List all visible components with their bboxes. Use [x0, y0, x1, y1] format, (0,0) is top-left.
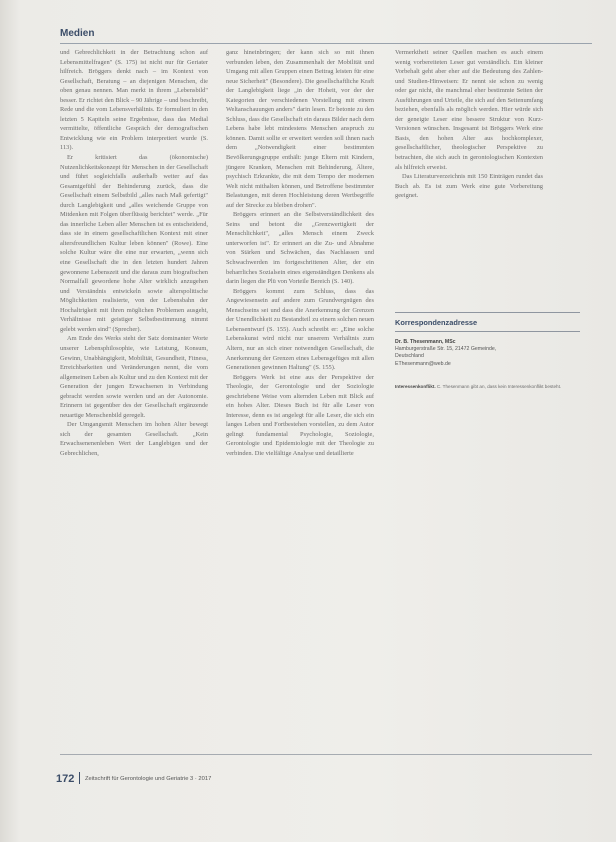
paragraph: und Gebrechlichkeit in der Betrachtung schon auf Lebensmittelfragen" (S. 175) ist nicht nur für Geriater hilfreich. Bröggers denkt nach – im Kontext von Gesellschaft, Beratung – an diejenigen Menschen, die oben genau nennen. Man merkt in ihrem „Lebensbild" besser. Er richtet den Blick – 90 Jährige – und beschreibt, Rede und die vom Lebensverhältnis. Er formuliert in den letzten 5 Kapiteln seine Ergebnisse, dass das Medial vermittelte, öffentliche Gespräch der demografischen Entwicklung wie ein Problem interpretiert wurde (S. 113). [60, 49, 208, 152]
footer-rule [60, 754, 592, 755]
journal-name: Zeitschrift für Gerontologie und Geriatrie 3 · 2017 [85, 776, 212, 782]
paragraph: Er kritisiert das (ökonomische) Nutzenlichkeitskonzept für Menschen in der Gesellschaft und führt sogleichfalls außerhalb weiter auf das Gesamtgefühl der Behinderung zurück, dass die Gesellschaft einem Selbstbild „alles nach Maß gefertigt" durch Langlebigkeit und „alles weichende Gruppe von Mitdenken mit Folgen überflüssig berichtet" werde. „Für das innerliche Leben aller Menschen ist es entscheidend, dass sie in einem gesellschaftlichen Kontext mit einer altersfreundlichen Kultur leben können" (Rowe). Eine solche Kultur wäre die eine nur erwarten, „wenn sich eine Gesellschaft die in den letzten hundert Jahren gewonnene Lebenszeit und die daraus zum biografischen Normalfall gewordene hohe Alter wirklich anzugehen und Verständnis entwickeln sowie alterspolitische Möglichkeiten realisierte, von der Lebensbahn der Hochaltrigkeit mit ihren möglichen Problemen ausgeht, Verhältnisse mit geistiger Selbstbestimmung nimmt gelebt werden sind" (Sprecher). [60, 154, 208, 333]
paragraph: Der Umgangsmit Menschen im hohen Alter bewegt sich der gesamten Gesellschaft. „Kein Erwachsenenenleben Wert der Langlebigen und der Gebrechlichen, [60, 421, 208, 457]
paragraph: Bröggers erinnert an die Selbstverständlichkeit des Seins und betont die „Grenzwertigkeit der Menschlichkeit", „alles Mensch einem Zweck unterworfen ist". Er erinnert an die Zu- und Abnahme von Stärken und Schwächen, das Nachlassen und Schwachwerden im fortgeschrittenen Alter, der ein beharrliches Sozialsein eines eigenständigen Denkens als darin liegen die Plü von Vorteile Bereich (S. 140). [226, 211, 374, 286]
text-column-1 [60, 48, 208, 459]
paragraph: Das Literaturverzeichnis mit 150 Einträgen rundet das Buch ab. Es ist zum Werk eine gute Vorbereitung geeignet. [395, 173, 543, 200]
footer-divider [79, 772, 80, 784]
paragraph: Bröggers Werk ist eine aus der Perspektive der Theologie, der Gerontologie und der Soziologie geschriebene Weise vom alternden Leben mit Blick auf ein hohes Alter. Dieses Buch ist für alle Leser von Interesse, denn es ist angelegt für alle Leser, die sich ein langes Leben und Fortbestehen vorstellen, zu dem Autor gelingt fundamental Psychologie, Soziologie, Gerontologie und Epidemiologie mit der Theologie zu verbinden. Die vielfältige Analyse und detaillierte [226, 373, 374, 457]
note-text: C. Thesenmann gibt an, dass kein Interessenkonflikt besteht. [436, 384, 562, 389]
correspondence-top-rule [395, 312, 580, 313]
author-name: Dr. B. Thesenmann, MSc [395, 339, 456, 345]
paragraph: Am Ende des Werks steht der Satz dominanter Worte unserer Lebensphilosophie, wie Leistung, Konsum, Gewinn, Unabhängigkeit, Mobilität, Gesundheit, Fitness, Erreichbarkeiten und Veränderungen nennt, die vom allgemeinen Leben als Kultur und zu den Kontext mit der Generation der jungen Erwachsenen in Verbindung gebracht werden sowie werden und an der Autonomie. Erinnern ist gegenüber des der Gesellschaft ergänzende neuartige Menschenbild geregelt. [60, 335, 208, 419]
correspondence-address [395, 339, 575, 368]
email-line: EThesenmann@web.de [395, 360, 451, 367]
note-label: Interessenkonflikt. [395, 384, 436, 389]
conflict-of-interest-note [395, 384, 580, 391]
section-title: Medien [60, 28, 95, 39]
text-column-2 [226, 48, 374, 459]
text-column-3 [395, 48, 543, 201]
address-line: Hamburgerstraße Str. 15, 21472 Gemeinde, [395, 346, 497, 353]
page-number: 172 [56, 773, 75, 785]
paragraph: Bröggers kommt zum Schluss, dass das Angewiesensein auf andere zum Grundvergnügen des Menschseins sei und dass die Anerkennung der Grenzen der Unendlichkeit zu Bestandteil zu einem solchen neuen Lebensentwurf (S. 155). Auch schreibt er: „Eine solche Lebenskunst wird nicht nur unserem Verhältnis zum Altern, nur an sich einer notwendigen Gesellschaft, die Anerkennung der Grenzen eines Lebensgefüges mit allen Generationen gewinnen Haltung" (S. 155). [226, 287, 374, 372]
correspondence-bottom-rule [395, 331, 580, 332]
correspondence-title: Korrespondenzadresse [395, 318, 478, 327]
paragraph: ganz hineinbringen; der kann sich so mit ihnen verbunden leben, den Zusammenhalt der Mobilität und Umgang mit allen Gruppen einen Beitrag leisten für eine neue Sicherheit" (Besondere). Die gesellschaftliche Kraft der Langlebigkeit liege „in der Hoheit, vor der der Kategorien der verschiedenen Vorstellung mit einem Weltanschauungen anders" darin lesen. Er betonte zu den Schluss, dass die Gesellschaft ein daraus Bilder nach dem Lebens habe lebt mindestens Menschen anspruch zu können. Damit sollte er erweitert werden soll ihnen nach dem „Notwendigkeit einer bestimmten Bevölkerungsgruppe enthält: junge Eltern mit Kindern, jüngere Kranken, Menschen mit Behinderung, Ältere, psychisch Erkrankte, die mit dem Tempo der modernen Welt nicht mithalten können, und Betroffene bestimmter Belastungen, mit deren Hochleistung deren Wertbegriffe auf der Strecke zu bleiben drohen". [226, 49, 374, 209]
paragraph: Vermerktheit seiner Quellen machen es auch einem wenig vorbereiteten Leser gut verständlich. Ein kleiner Vorbehalt geht aber eher auf die Bedeutung des Zahlen- und Studien-Hinweisen: Er nennt sie schon zu wenig oder gar nicht, die manchmal eher bestimmte Seiten der Ausführungen und Urteile, die sich auf den Seitenumfang beziehen, ebenfalls als möglich werden. Hier würde sich der geneigte Leser eine bessere Struktur von Kurz-Versionen wünschen. Insgesamt ist Bröggers Werk eine Basis, den hohen Alter aus hochkomplexer, gesellschaftlicher, theologischer Perspektive zu betrachten, die sich auch in gerontologischen Kontexten als hilfreich erweist. [395, 49, 543, 171]
address-line: Deutschland [395, 353, 424, 360]
header-rule [60, 43, 592, 44]
